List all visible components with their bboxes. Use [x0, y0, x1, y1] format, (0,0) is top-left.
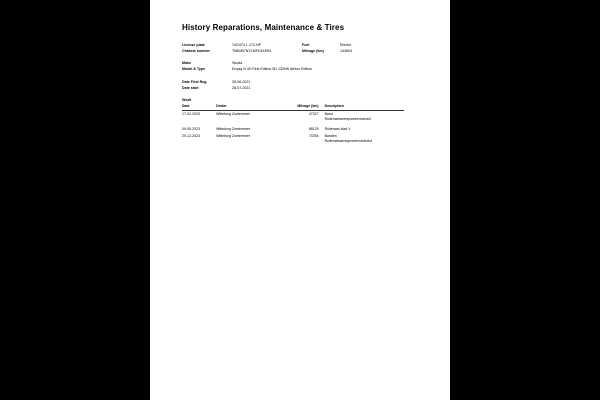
- column-header-description: Description: [325, 104, 404, 111]
- vehicle-model-grid: [182, 61, 422, 72]
- work-table: [182, 104, 404, 145]
- vehicle-dates-section: [182, 80, 422, 91]
- table-row: [182, 111, 404, 123]
- cell-description: [325, 111, 404, 123]
- vehicle-id-grid: [182, 43, 422, 54]
- cell-date: 29-12-2023: [182, 133, 200, 138]
- make-label: Make: [182, 61, 191, 66]
- vehicle-model-section: [182, 61, 422, 72]
- vehicle-identification-section: [182, 43, 422, 54]
- column-header-dealer: Dealer: [216, 104, 283, 111]
- date-first-reg-value: 28-06-2021: [232, 79, 251, 84]
- fuel-label: Fuel: [302, 42, 310, 47]
- description-main: Banden: [324, 133, 337, 138]
- column-header-mileage: Mileage (km): [283, 104, 324, 111]
- description-main: Band: [324, 111, 333, 116]
- date-start-label: Date start: [182, 85, 199, 90]
- work-heading: Work: [182, 98, 192, 103]
- chassis-number-value: TMBJB7NY1MFD1KR61: [232, 49, 272, 53]
- cell-mileage: 70254: [308, 133, 319, 138]
- model-type-value: Enyaq iV 60 First Edition 5D 132kW Athlon Edition: [232, 67, 313, 72]
- cell-dealer: Witteburg Zoetermeer: [216, 127, 251, 132]
- cell-date: 09-05-2023: [182, 127, 200, 132]
- description-main: Ruitenwis.blad V: [324, 127, 351, 132]
- make-value: Skoda: [232, 61, 243, 66]
- description-extra: Ruitenwisserssproeiervloeistof: [324, 138, 372, 143]
- date-first-reg-label: Date First Reg.: [182, 79, 208, 84]
- model-type-label: Model & Type: [182, 67, 206, 72]
- table-row: [182, 133, 404, 145]
- fuel-value: Electro: [340, 42, 352, 47]
- description-extra: Ruitenwisseerspoelervloeistof: [324, 117, 371, 122]
- license-plate-value: 74G474 L-172-NP: [232, 42, 262, 47]
- work-table-body: [182, 111, 404, 145]
- document-page: [150, 0, 450, 400]
- table-header-row: [182, 104, 404, 111]
- mileage-value: 143604: [340, 49, 352, 53]
- cell-date: 17-02-2023: [182, 111, 200, 116]
- date-start-value: 28-07-2021: [232, 85, 251, 90]
- document-body: [182, 24, 422, 152]
- cell-description: [325, 133, 404, 145]
- cell-dealer: Witteburg Zoetermeer: [216, 111, 251, 116]
- work-section: [182, 98, 422, 145]
- page-title: History Reparations, Maintenance & Tires: [182, 23, 345, 32]
- mileage-label: Mileage (km): [302, 49, 324, 53]
- license-plate-label: License plate: [182, 42, 205, 47]
- vehicle-dates-grid: [182, 80, 422, 91]
- cell-mileage: 68125: [308, 127, 319, 132]
- chassis-number-label: Chassis number: [182, 49, 210, 53]
- cell-dealer: Witteburg Zoetermeer: [216, 133, 251, 138]
- cell-mileage: 47327: [308, 111, 319, 116]
- column-header-date: Date: [182, 104, 216, 111]
- work-table-head: [182, 104, 404, 111]
